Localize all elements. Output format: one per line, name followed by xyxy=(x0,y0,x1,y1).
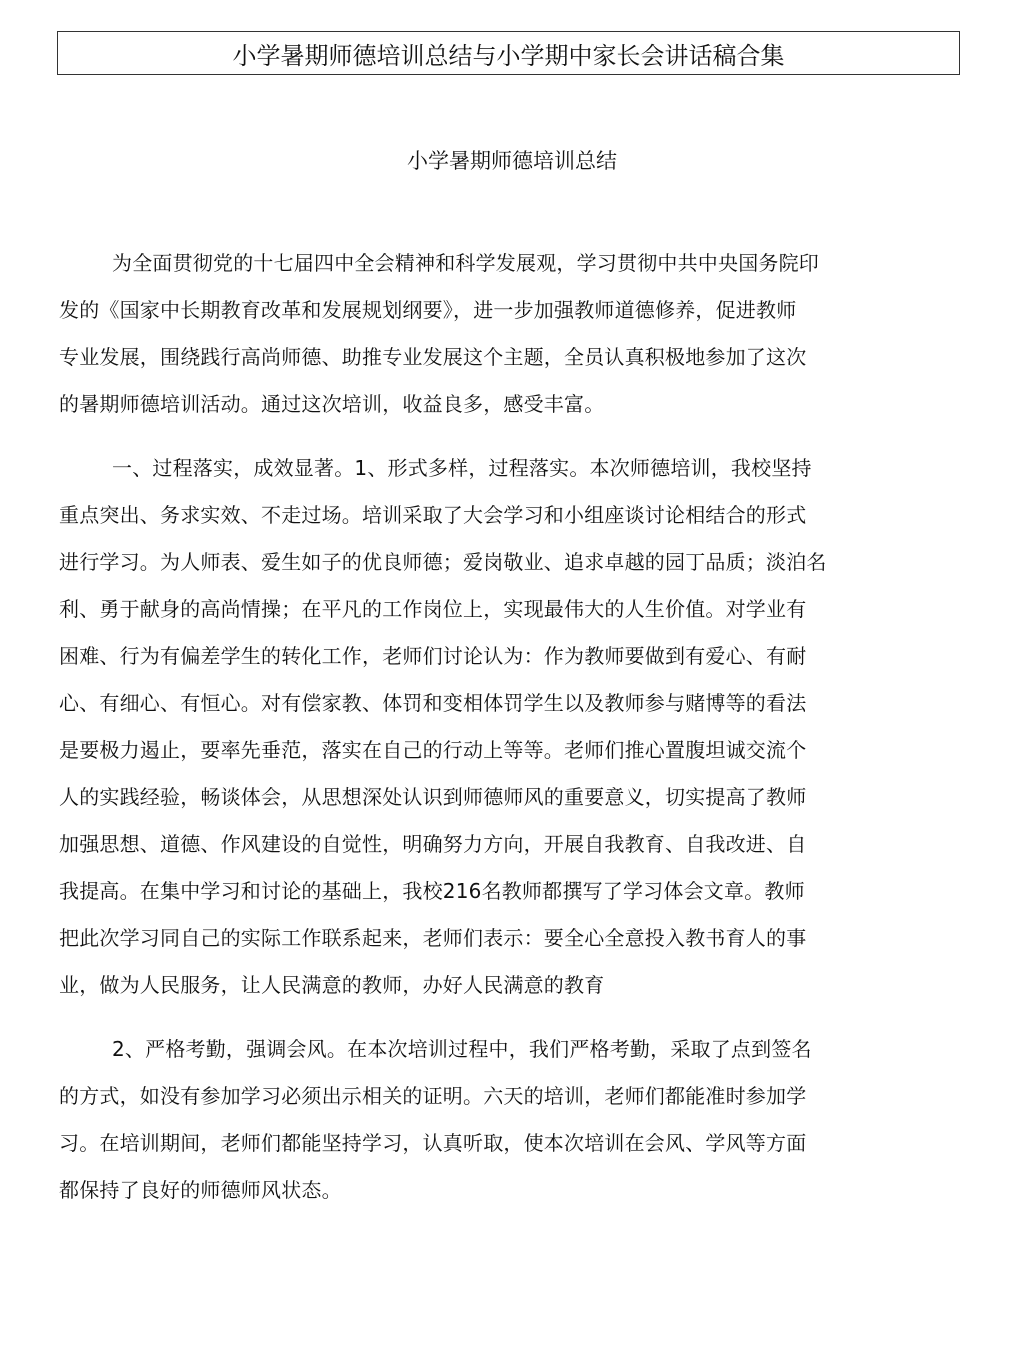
text-line: 重点突出、务求实效、不走过场。培训采取了大会学习和小组座谈讨论相结合的形式 xyxy=(59,503,807,527)
text-line: 发的《国家中长期教育改革和发展规划纲要》，进一步加强教师道德修养，促进教师 xyxy=(59,298,797,322)
text-line: 把此次学习同自己的实际工作联系起来，老师们表示：要全心全意投入教书育人的事 xyxy=(59,926,807,950)
paragraph xyxy=(59,1026,949,1214)
text-line: 困难、行为有偏差学生的转化工作，老师们讨论认为：作为教师要做到有爱心、有耐 xyxy=(59,644,807,668)
text-line: 人的实践经验，畅谈体会，从思想深处认识到师德师风的重要意义，切实提高了教师 xyxy=(59,785,807,809)
text-line: 一、过程落实，成效显著。1、形式多样，过程落实。本次师德培训，我校坚持 xyxy=(112,456,812,480)
document-title-box xyxy=(57,31,960,75)
section-subtitle: 小学暑期师德培训总结 xyxy=(407,149,617,173)
text-line: 利、勇于献身的高尚情操；在平凡的工作岗位上，实现最伟大的人生价值。对学业有 xyxy=(59,597,807,621)
paragraph xyxy=(59,240,949,428)
text-line: 我提高。在集中学习和讨论的基础上，我校216名教师都撰写了学习体会文章。教师 xyxy=(59,879,805,903)
document-body xyxy=(59,240,949,1231)
text-line: 业，做为人民服务，让人民满意的教师，办好人民满意的教育 xyxy=(59,973,605,997)
text-line: 的方式，如没有参加学习必须出示相关的证明。六天的培训，老师们都能准时参加学 xyxy=(59,1084,807,1108)
text-line: 习。在培训期间，老师们都能坚持学习，认真听取，使本次培训在会风、学风等方面 xyxy=(59,1131,807,1155)
text-line: 为全面贯彻党的十七届四中全会精神和科学发展观，学习贯彻中共中央国务院印 xyxy=(112,251,819,275)
text-line: 的暑期师德培训活动。通过这次培训，收益良多，感受丰富。 xyxy=(59,392,605,416)
text-line: 专业发展，围绕践行高尚师德、助推专业发展这个主题，全员认真积极地参加了这次 xyxy=(59,345,807,369)
text-line: 心、有细心、有恒心。对有偿家教、体罚和变相体罚学生以及教师参与赌博等的看法 xyxy=(59,691,807,715)
text-line: 加强思想、道德、作风建设的自觉性，明确努力方向，开展自我教育、自我改进、自 xyxy=(59,832,807,856)
document-title: 小学暑期师德培训总结与小学期中家长会讲话稿合集 xyxy=(232,41,785,70)
text-line: 2、严格考勤，强调会风。在本次培训过程中，我们严格考勤，采取了点到签名 xyxy=(112,1037,812,1061)
paragraph xyxy=(59,445,949,1009)
text-line: 都保持了良好的师德师风状态。 xyxy=(59,1178,342,1202)
text-line: 进行学习。为人师表、爱生如子的优良师德；爱岗敬业、追求卓越的园丁品质；淡泊名 xyxy=(59,550,827,574)
text-line: 是要极力遏止，要率先垂范，落实在自己的行动上等等。老师们推心置腹坦诚交流个 xyxy=(59,738,807,762)
